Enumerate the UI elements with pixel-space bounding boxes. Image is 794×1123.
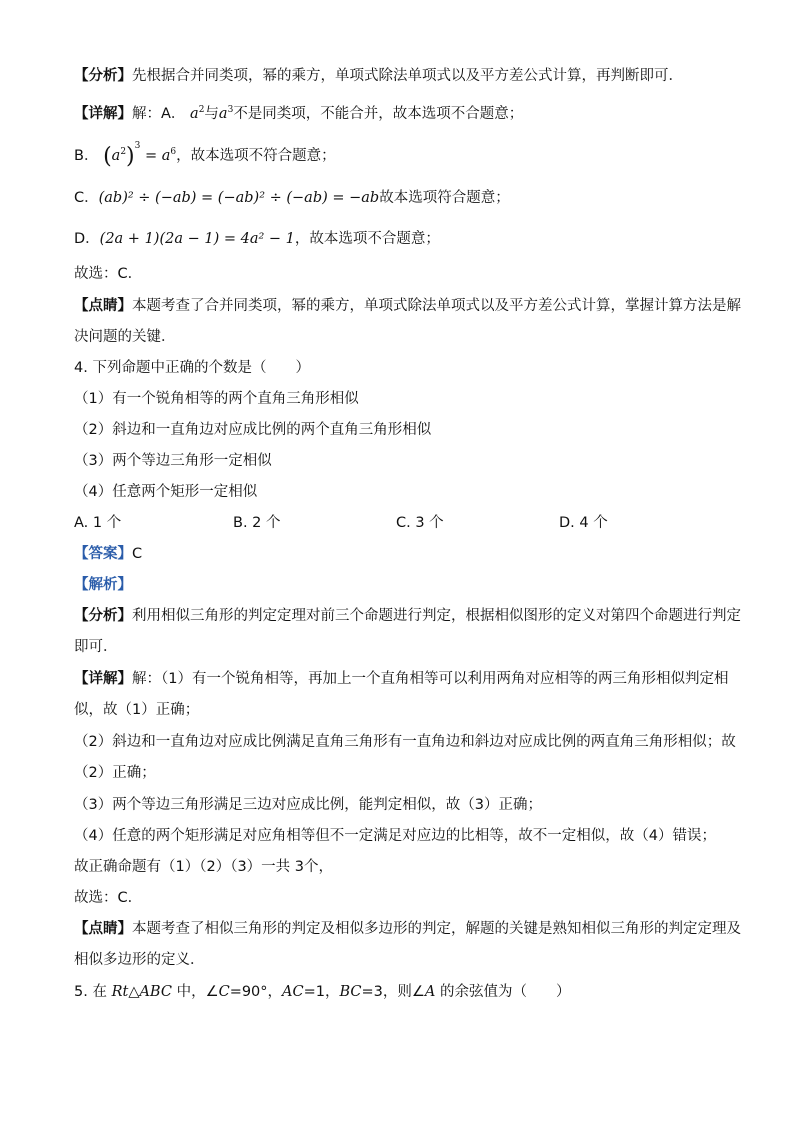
q5-mid2: =90°， bbox=[229, 984, 283, 1000]
math-a: a bbox=[190, 106, 199, 122]
detail2-line-2: 似，故（1）正确； bbox=[74, 702, 200, 718]
q5-mid1: 中，∠ bbox=[171, 984, 219, 1000]
analysis-tag: 【分析】 bbox=[74, 68, 132, 84]
option-b-line bbox=[74, 141, 336, 169]
question-4-option-d: D. 4 个 bbox=[559, 515, 608, 531]
math-b-exp3: 3 bbox=[134, 141, 141, 151]
question-4-option-a: A. 1 个 bbox=[74, 515, 122, 531]
detail2-line-7: 故正确命题有（1）（2）（3）一共 3个， bbox=[74, 859, 334, 875]
q5-triangle: △ABC bbox=[128, 984, 172, 1000]
math-b-a: a bbox=[111, 148, 121, 164]
analysis2-text: 利用相似三角形的判定定理对前三个命题进行判定，根据相似图形的定义对第四个命题进行判定 bbox=[132, 608, 741, 624]
option-c-expr: (ab)² ÷ (−ab) = (−ab)² ÷ (−ab) = −ab bbox=[98, 190, 380, 206]
paren-right: ) bbox=[126, 144, 135, 169]
comment2-line-2: 相似多边形的定义． bbox=[74, 952, 205, 968]
comment2-text-1: 本题考查了相似三角形的判定及相似多边形的判定，解题的关键是熟知相似三角形的判定定理及 bbox=[132, 921, 741, 937]
detail-with: 与 bbox=[204, 106, 219, 122]
detail2-line-4: （2）正确； bbox=[74, 765, 156, 781]
math-b-a2: a bbox=[161, 148, 171, 164]
option-d-label: D． bbox=[74, 231, 100, 247]
math-b-exp2: 2 bbox=[120, 147, 127, 157]
option-d-line bbox=[74, 229, 440, 249]
answer-value: C bbox=[132, 546, 143, 562]
question-4-item-2: （2）斜边和一直角边对应成比例的两个直角三角形相似 bbox=[74, 422, 432, 438]
comment-text-1: 本题考查了合并同类项，幂的乘方，单项式除法单项式以及平方差公式计算，掌握计算方法是解 bbox=[132, 298, 741, 314]
option-c-text: 故本选项符合题意； bbox=[379, 190, 510, 206]
option-c-label: C． bbox=[74, 190, 99, 206]
analysis2-line-2: 即可． bbox=[74, 639, 118, 655]
question-4-item-3: （3）两个等边三角形一定相似 bbox=[74, 453, 272, 469]
option-c-line bbox=[74, 188, 510, 208]
math-exp-2: 2 bbox=[198, 105, 205, 115]
comment-tag: 【点睛】 bbox=[74, 298, 132, 314]
choose-line-2: 故选：C． bbox=[74, 890, 143, 906]
option-d-expr: (2a + 1)(2a − 1) = 4a² − 1 bbox=[99, 231, 295, 247]
math-exp-3: 3 bbox=[227, 105, 234, 115]
choose-line-1: 故选：C． bbox=[74, 266, 143, 282]
q5-num: 5. 在 bbox=[74, 984, 112, 1000]
comment2-line-1 bbox=[74, 919, 741, 939]
detail2-line-1 bbox=[74, 669, 728, 689]
answer-line bbox=[74, 544, 142, 564]
math-b-eq: = bbox=[140, 148, 162, 164]
question-4-title: 4. 下列命题中正确的个数是（ ） bbox=[74, 360, 310, 376]
question-4-option-c: C. 3 个 bbox=[396, 515, 444, 531]
analysis-line bbox=[74, 66, 683, 86]
detail-tag: 【详解】 bbox=[74, 106, 132, 122]
q5-a: A bbox=[424, 984, 436, 1000]
jiexi-tag: 【解析】 bbox=[74, 577, 132, 593]
detail-text: 不是同类项，不能合并，故本选项不合题意； bbox=[233, 106, 524, 122]
detail2-text-1: 解：（1）有一个锐角相等，再加上一个直角相等可以利用两角对应相等的两三角形相似判定相 bbox=[132, 671, 729, 687]
math-b-exp6: 6 bbox=[170, 147, 177, 157]
detail-prefix: 解：A． bbox=[132, 106, 186, 122]
question-4-item-1: （1）有一个锐角相等的两个直角三角形相似 bbox=[74, 391, 359, 407]
detail2-line-6: （4）任意的两个矩形满足对应角相等但不一定满足对应边的比相等，故不一定相似，故（4）错误； bbox=[74, 828, 716, 844]
q5-ac: AC bbox=[282, 984, 304, 1000]
detail2-tag: 【详解】 bbox=[74, 671, 132, 687]
q5-mid3: =1， bbox=[303, 984, 340, 1000]
option-d-text: ，故本选项不合题意； bbox=[294, 231, 440, 247]
comment-line-2: 决问题的关键． bbox=[74, 329, 176, 345]
paren-left: ( bbox=[103, 144, 112, 169]
question-4-item-4: （4）任意两个矩形一定相似 bbox=[74, 484, 258, 500]
option-b-text: ，故本选项不符合题意； bbox=[176, 148, 336, 164]
option-b-label: B． bbox=[74, 148, 99, 164]
math-a-2: a bbox=[218, 106, 228, 122]
analysis2-tag: 【分析】 bbox=[74, 608, 132, 624]
answer-tag: 【答案】 bbox=[74, 546, 132, 562]
analysis-text: 先根据合并同类项，幂的乘方，单项式除法单项式以及平方差公式计算，再判断即可． bbox=[132, 68, 683, 84]
analysis2-line-1 bbox=[74, 606, 741, 626]
detail2-line-5: （3）两个等边三角形满足三边对应成比例，能判定相似，故（3）正确； bbox=[74, 797, 542, 813]
q5-bc: BC bbox=[339, 984, 362, 1000]
comment2-tag: 【点睛】 bbox=[74, 921, 132, 937]
q5-rt: Rt bbox=[111, 984, 129, 1000]
question-5-title bbox=[74, 982, 571, 1002]
detail2-line-3: （2）斜边和一直角边对应成比例满足直角三角形有一直角边和斜边对应成比例的两直角三角形相似；故 bbox=[74, 734, 736, 750]
q5-c: C bbox=[218, 984, 230, 1000]
detail-line-a bbox=[74, 104, 523, 124]
question-4-option-b: B. 2 个 bbox=[233, 515, 281, 531]
q5-mid4: =3，则∠ bbox=[361, 984, 425, 1000]
comment-line-1 bbox=[74, 296, 741, 316]
q5-tail: 的余弦值为（ ） bbox=[435, 984, 571, 1000]
